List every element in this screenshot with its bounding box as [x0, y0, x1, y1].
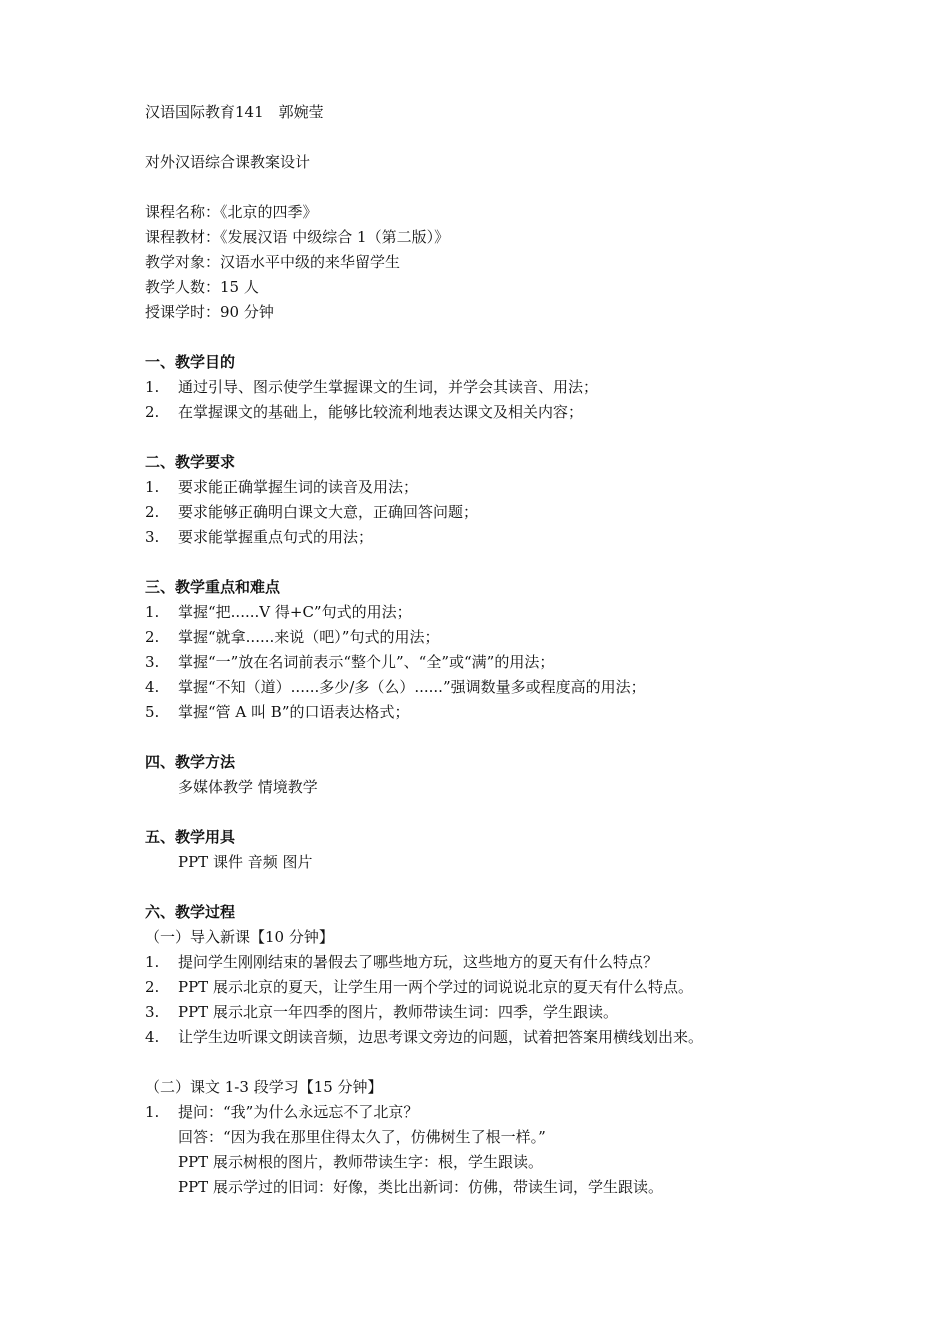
subsection-heading-intro: （一）导入新课【10 分钟】	[145, 928, 334, 946]
list-item-number: 2.	[145, 403, 160, 421]
list-item-number: 3.	[145, 1003, 160, 1021]
list-item-text: 掌握“管 A 叫 B”的口语表达格式；	[178, 703, 410, 721]
list-item-number: 4.	[145, 678, 160, 696]
list-item-text: 掌握“不知（道）......多少/多（么）......”强调数量多或程度高的用法；	[178, 678, 646, 696]
list-item-number: 1.	[145, 378, 160, 396]
list-item-number: 5.	[145, 703, 160, 721]
list-item-text: 让学生边听课文朗读音频，边思考课文旁边的问题，试着把答案用横线划出来。	[178, 1028, 704, 1046]
activity-line: PPT 展示学过的旧词：好像，类比出新词：仿佛，带读生词，学生跟读。	[178, 1178, 663, 1196]
list-item-text: 通过引导、图示使学生掌握课文的生词，并学会其读音、用法；	[178, 378, 599, 396]
list-item-text: 要求能正确掌握生词的读音及用法；	[178, 478, 419, 496]
info-duration: 授课学时：90 分钟	[145, 303, 274, 321]
answer-line: 回答：“因为我在那里住得太久了，仿佛树生了根一样。”	[178, 1128, 546, 1146]
list-item-text: 要求能够正确明白课文大意，正确回答问题；	[178, 503, 479, 521]
list-item-number: 2.	[145, 503, 160, 521]
info-class-size: 教学人数：15 人	[145, 278, 259, 296]
tools-text: PPT 课件 音频 图片	[178, 853, 313, 871]
list-item-number: 3.	[145, 653, 160, 671]
section-heading-objectives: 一、教学目的	[145, 353, 236, 371]
info-audience: 教学对象：汉语水平中级的来华留学生	[145, 253, 401, 271]
list-item-text: 在掌握课文的基础上，能够比较流利地表达课文及相关内容；	[178, 403, 584, 421]
question-line: 提问：“我”为什么永远忘不了北京？	[178, 1103, 419, 1121]
section-heading-process: 六、教学过程	[145, 903, 236, 921]
section-heading-requirements: 二、教学要求	[145, 453, 236, 471]
list-item-number: 4.	[145, 1028, 160, 1046]
list-item-number: 1.	[145, 603, 160, 621]
list-item-text: PPT 展示北京一年四季的图片，教师带读生词：四季，学生跟读。	[178, 1003, 618, 1021]
list-item-text: 掌握“把......V 得+C”句式的用法；	[178, 603, 412, 621]
list-item-number: 1.	[145, 478, 160, 496]
info-textbook: 课程教材：《发展汉语 中级综合 1（第二版）》	[145, 228, 450, 246]
list-item-text: 掌握“一”放在名词前表示“整个儿”、“全”或“满”的用法；	[178, 653, 555, 671]
list-item-text: 掌握“就拿......来说（吧）”句式的用法；	[178, 628, 440, 646]
section-heading-methods: 四、教学方法	[145, 753, 236, 771]
info-course-name: 课程名称：《北京的四季》	[145, 203, 318, 221]
author-line: 汉语国际教育141 郭婉莹	[145, 103, 324, 121]
document-title: 对外汉语综合课教案设计	[145, 153, 311, 171]
list-item-text: 提问学生刚刚结束的暑假去了哪些地方玩，这些地方的夏天有什么特点？	[178, 953, 659, 971]
activity-line: PPT 展示树根的图片，教师带读生字：根，学生跟读。	[178, 1153, 543, 1171]
list-item-text: PPT 展示北京的夏天，让学生用一两个学过的词说说北京的夏天有什么特点。	[178, 978, 693, 996]
section-heading-tools: 五、教学用具	[145, 828, 236, 846]
list-item-number: 1.	[145, 1103, 160, 1121]
list-item-text: 要求能掌握重点句式的用法；	[178, 528, 374, 546]
list-item-number: 2.	[145, 628, 160, 646]
methods-text: 多媒体教学 情境教学	[178, 778, 318, 796]
list-item-number: 1.	[145, 953, 160, 971]
list-item-number: 2.	[145, 978, 160, 996]
list-item-number: 3.	[145, 528, 160, 546]
subsection-heading-text-study: （二）课文 1-3 段学习【15 分钟】	[145, 1078, 383, 1096]
section-heading-key-points: 三、教学重点和难点	[145, 578, 281, 596]
